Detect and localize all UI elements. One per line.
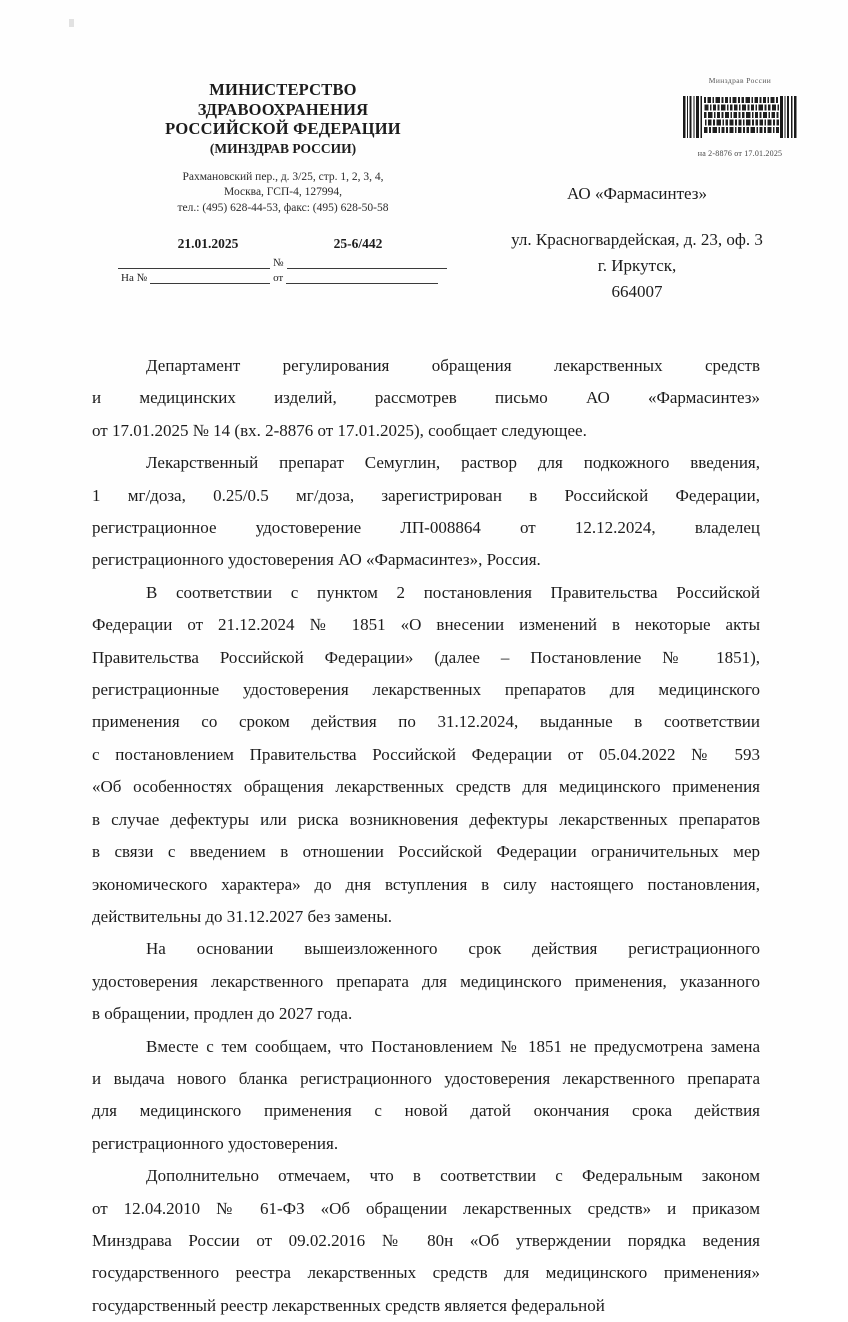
addressee-block: [452, 182, 822, 305]
incoming-date-rule: [286, 272, 438, 284]
text-line: удостоверения лекарственного препарата для медицинского применения, указанного: [92, 971, 760, 991]
text-line: от 17.01.2025 № 14 (вх. 2-8876 от 17.01.2025), сообщает следующее.: [92, 420, 587, 440]
text-line: для медицинского применения с новой датой окончания срока действия: [92, 1101, 760, 1121]
address-line-1: Рахмановский пер., д. 3/25, стр. 1, 2, 3, 4,: [182, 170, 384, 183]
ministry-title: [118, 80, 448, 139]
text-line: и медицинских изделий, рассмотрев письмо АО «Фармасинтез»: [92, 388, 760, 408]
text-line: применения со сроком действия по 31.12.2024, выданные в соответствии: [92, 712, 760, 732]
text-line: действительны до 31.12.2027 без замены.: [92, 906, 392, 926]
letter-number: 25-6/442: [333, 236, 383, 251]
incoming-date-label: от: [273, 272, 284, 284]
text-line: в связи с введением в отношении Российской Федерации ограничительных мер: [92, 842, 760, 862]
text-line: регистрационное удостоверение ЛП-008864 от 12.12.2024, владелец: [92, 518, 760, 538]
addressee-city: г. Иркутск,: [597, 256, 677, 275]
ministry-title-line-1: МИНИСТЕРСТВО: [209, 80, 357, 99]
addressee-street: ул. Красногвардейская, д. 23, оф. 3: [511, 230, 763, 249]
text-line: регистрационного удостоверения АО «Фармасинтез», Россия.: [92, 550, 541, 570]
number-rule: [287, 257, 447, 269]
paragraph-p4-extension: [92, 933, 760, 1030]
paragraph-p1-department: [92, 350, 760, 447]
incoming-number-label: На №: [121, 272, 148, 284]
scan-artifact: [69, 19, 74, 27]
addressee-organization: АО «Фармасинтез»: [566, 184, 707, 203]
text-line: Минздрава России от 09.02.2016 № 80н «Об утверждении порядка ведения: [92, 1230, 760, 1250]
reference-block: [118, 236, 448, 284]
text-line: с постановлением Правительства Российской Федерации от 05.04.2022 № 593: [92, 744, 760, 764]
letter-date: 21.01.2025: [177, 236, 239, 251]
text-line: и выдача нового бланка регистрационного удостоверения лекарственного препарата: [92, 1068, 760, 1088]
text-line: Федерации от 21.12.2024 № 1851 «О внесении изменений в некоторые акты: [92, 615, 760, 635]
address-line-2: Москва, ГСП-4, 127994,: [224, 186, 342, 198]
text-line: «Об особенностях обращения лекарственных средств для медицинского применения: [92, 777, 760, 797]
text-line: от 12.04.2010 № 61-ФЗ «Об обращении лекарственных средств» и приказом: [92, 1198, 760, 1218]
text-line: 1 мг/доза, 0.25/0.5 мг/доза, зарегистрирован в Российской Федерации,: [92, 485, 760, 505]
text-line: В соответствии с пунктом 2 постановления Правительства Российской: [146, 582, 760, 602]
text-line: На основании вышеизложенного срок действия регистрационного: [146, 939, 760, 959]
paragraph-p3-decree: [92, 577, 760, 933]
text-line: государственного реестра лекарственных средств для медицинского применения»: [92, 1263, 760, 1283]
paragraph-p6-additional: [92, 1160, 760, 1322]
incoming-number-rule: [150, 272, 270, 284]
letter-body: [92, 350, 760, 1322]
text-line: экономического характера» до дня вступления в силу настоящего постановления,: [92, 874, 760, 894]
text-line: Департамент регулирования обращения лекарственных средств: [146, 356, 760, 375]
address-line-3: тел.: (495) 628-44-53, факс: (495) 628-50-58: [177, 201, 389, 214]
ministry-title-line-2: ЗДРАВООХРАНЕНИЯ: [197, 99, 369, 119]
barcode-caption-bottom: на 2-8876 от 17.01.2025: [697, 149, 783, 158]
barcode-caption-top: Минздрав России: [708, 76, 772, 85]
number-label: №: [273, 257, 284, 269]
ministry-address: [118, 170, 448, 217]
reference-row-incoming: [118, 269, 448, 284]
text-line: Правительства Российской Федерации» (далее – Постановление № 1851),: [92, 647, 760, 667]
text-line: Вместе с тем сообщаем, что Постановлением № 1851 не предусмотрена замена: [146, 1036, 760, 1056]
text-line: регистрационные удостоверения лекарственных препаратов для медицинского: [92, 680, 760, 700]
barcode-block: [650, 76, 830, 158]
addressee-postal-code: 664007: [611, 282, 663, 301]
paragraph-p2-drug: [92, 447, 760, 577]
reference-values: [118, 236, 448, 252]
text-line: регистрационного удостоверения.: [92, 1133, 339, 1153]
date-rule: [118, 257, 270, 269]
text-line: Лекарственный препарат Семуглин, раствор для подкожного введения,: [146, 453, 760, 473]
letterhead: [118, 80, 448, 216]
text-line: Дополнительно отмечаем, что в соответствии с Федеральным законом: [146, 1166, 760, 1186]
ministry-title-line-3: РОССИЙСКОЙ ФЕДЕРАЦИИ: [165, 119, 401, 138]
ministry-short-name: (МИНЗДРАВ РОССИИ): [209, 140, 357, 156]
text-line: в случае дефектуры или риска возникновения дефектуры лекарственных препаратов: [92, 809, 760, 829]
reference-row-outgoing: [118, 254, 448, 269]
barcode-pdf417-icon: [682, 96, 798, 138]
paragraph-p5-no-replacement: [92, 1031, 760, 1161]
text-line: в обращении, продлен до 2027 года.: [92, 1004, 353, 1024]
text-line: государственный реестр лекарственных средств является федеральной: [92, 1295, 605, 1315]
